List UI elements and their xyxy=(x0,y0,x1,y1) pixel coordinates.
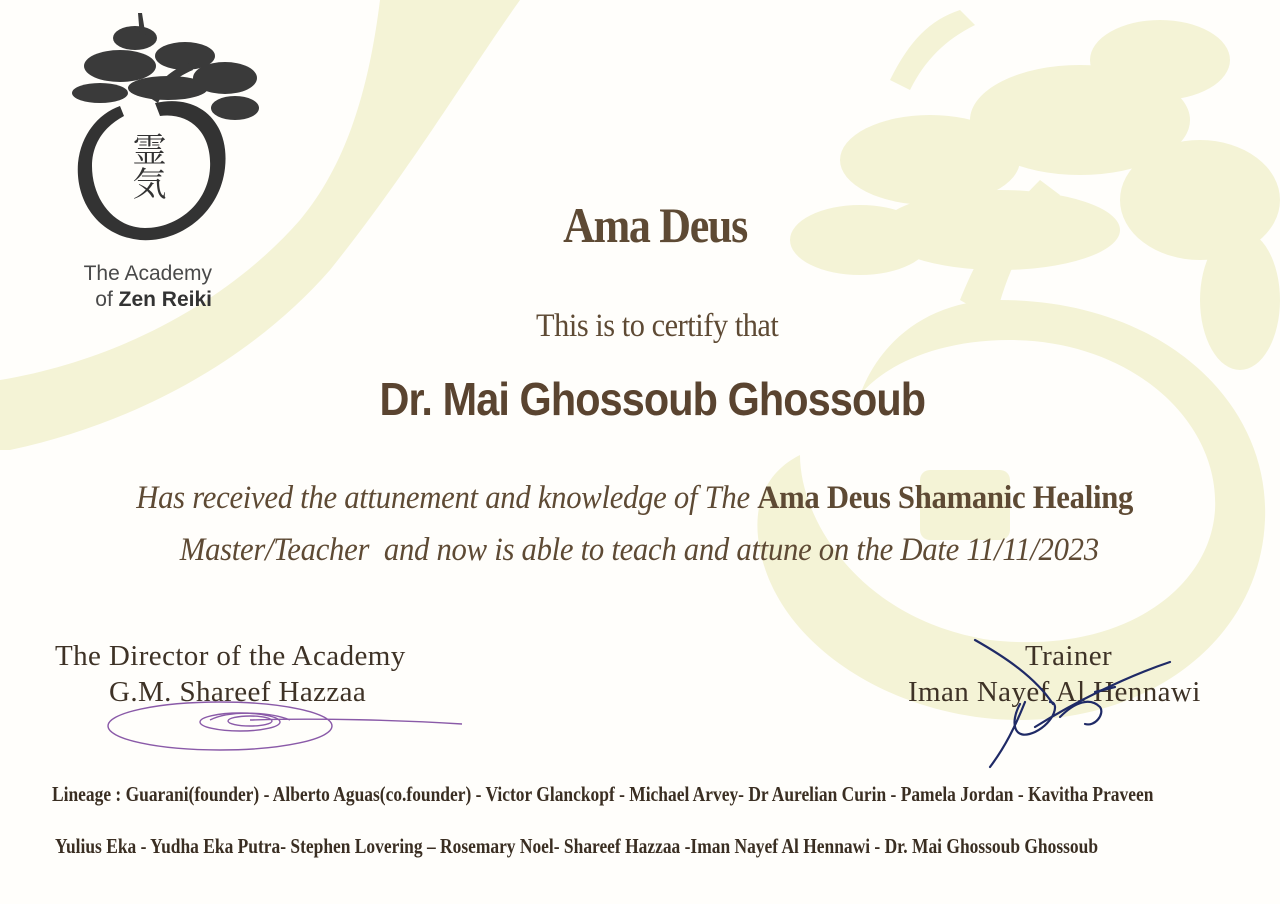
logo-line-1: The Academy xyxy=(83,262,212,285)
lineage-line-2: Yulius Eka - Yudha Eka Putra- Stephen Lovering – Rosemary Noel- Shareef Hazzaa -Iman Nayef Al Hennawi - Dr. Mai Ghossoub Ghossoub xyxy=(55,834,1099,858)
body-line-1 xyxy=(44,480,1234,517)
trainer-title: Trainer xyxy=(1025,640,1113,672)
reiki-kanji: 霊気 xyxy=(126,132,166,200)
body-line-1-text: Has received the attunement and knowledge of The xyxy=(136,480,758,516)
certify-line: This is to certify that xyxy=(536,308,779,344)
trainer-signature xyxy=(965,632,1185,772)
logo-line-2-prefix: of xyxy=(95,288,119,311)
recipient-name: Dr. Mai Ghossoub Ghossoub xyxy=(379,373,926,425)
certificate-title: Ama Deus xyxy=(563,197,747,253)
body-line-2: Master/Teacher and now is able to teach and attune on the Date 11/11/2023 xyxy=(179,532,1099,568)
logo-line-2-bold: Zen Reiki xyxy=(118,288,212,311)
academy-logo xyxy=(60,8,270,318)
lineage-line-1: Lineage : Guarani(founder) - Alberto Aguas(co.founder) - Victor Glanckopf - Michael Arvey- Dr Aurelian Curin - Pamela Jordan - Kavitha Praveen xyxy=(52,782,1154,806)
director-name: G.M. Shareef Hazzaa xyxy=(109,676,367,708)
director-signature xyxy=(100,690,480,760)
course-name: Ama Deus Shamanic Healing xyxy=(757,480,1134,516)
trainer-name: Iman Nayef Al Hennawi xyxy=(908,676,1201,708)
director-title: The Director of the Academy xyxy=(55,640,406,672)
